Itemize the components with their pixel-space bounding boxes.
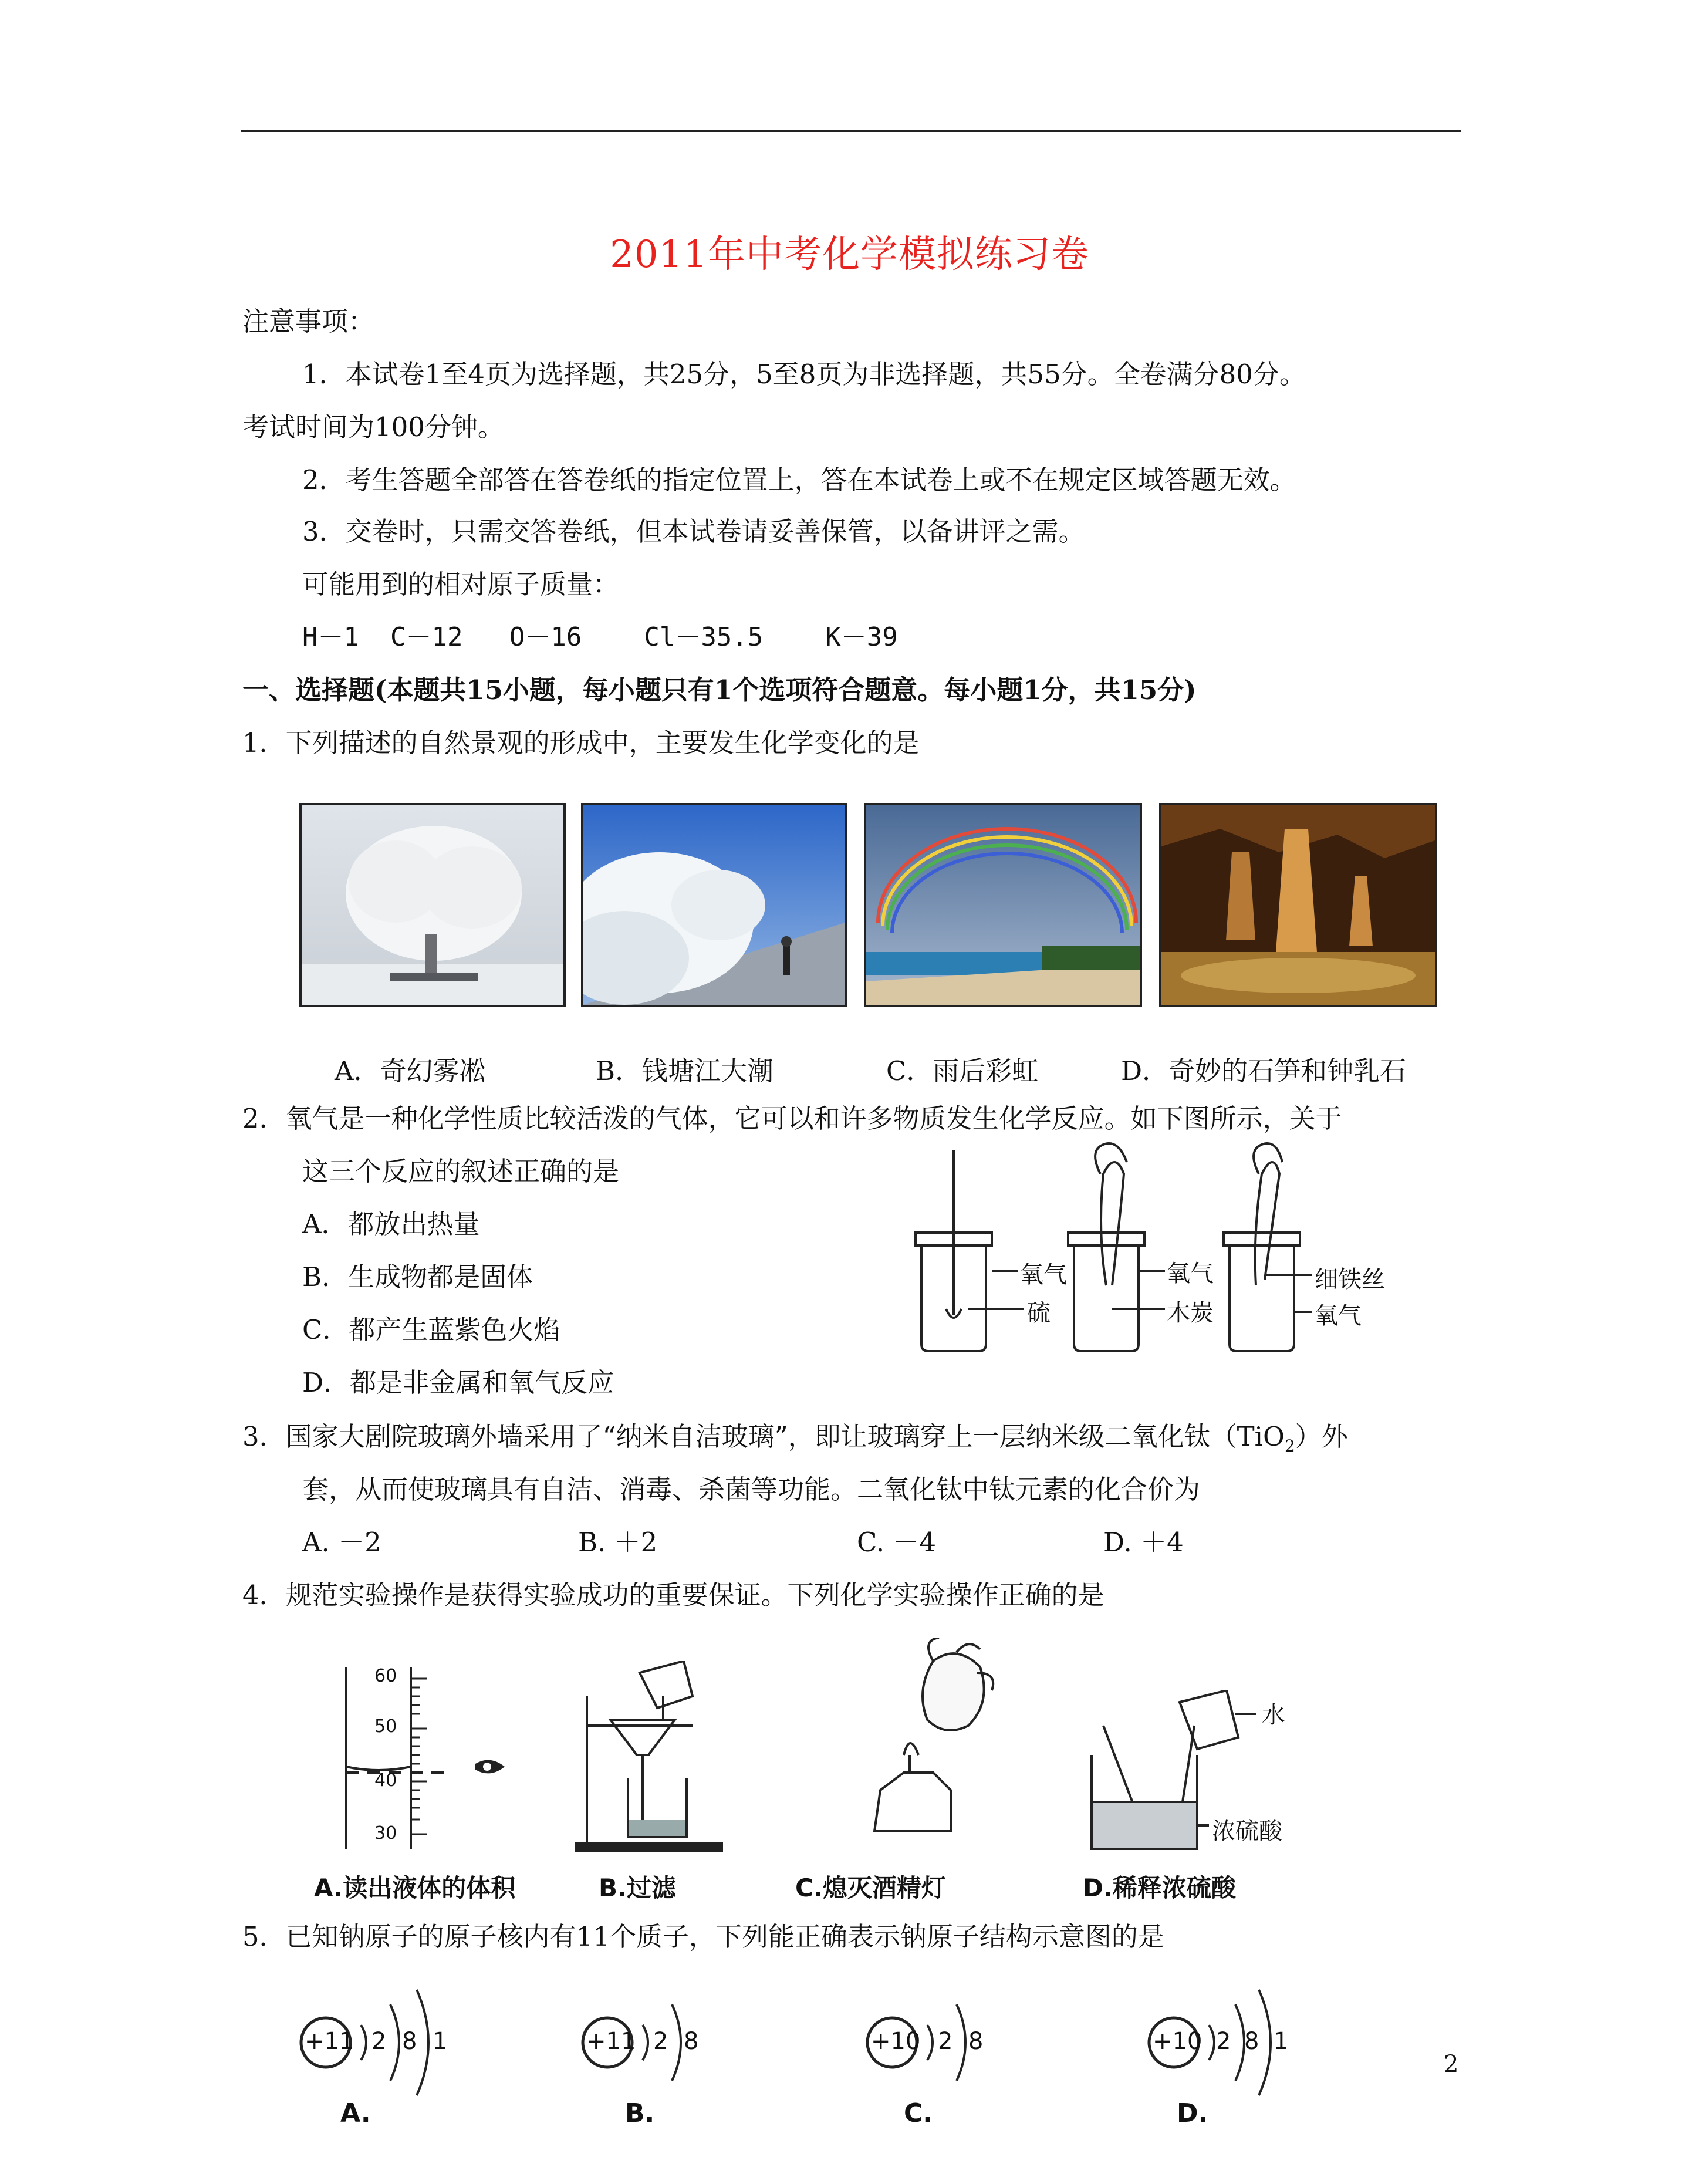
q5-diagram-c: +10 2 8 C.	[863, 1984, 1033, 2125]
q2-option-c: C．都产生蓝紫色火焰	[302, 1314, 560, 1345]
q1-stem: 1．下列描述的自然景观的形成中，主要发生化学变化的是	[242, 727, 920, 758]
q2-jar1-substance-label: 硫	[1027, 1299, 1051, 1326]
q1-photo-stalactites	[1159, 803, 1437, 1007]
note-1-line-1: 1．本试卷1至4页为选择题，共25分，5至8页为非选择题，共55分。全卷满分80分。	[302, 359, 1306, 390]
q3-stem-line-2: 套，从而使玻璃具有自洁、消毒、杀菌等功能。二氧化钛中钛元素的化合价为	[302, 1474, 1201, 1505]
q3-option-d: D. ＋4	[1103, 1527, 1184, 1558]
q1-option-a: A．奇幻雾凇	[335, 1055, 486, 1086]
q3-option-c: C. －4	[857, 1527, 937, 1558]
q1-photo-rime-tree	[299, 803, 566, 1007]
q5-diagram-a: +11 2 8 1 A.	[296, 1984, 467, 2125]
q1-option-b: B．钱塘江大潮	[596, 1055, 774, 1086]
q1-option-d: D．奇妙的石笋和钟乳石	[1121, 1055, 1407, 1086]
q4-tick-60: 60	[374, 1666, 397, 1686]
q1-photo-tidal-bore	[581, 803, 847, 1007]
note-2: 2．考生答题全部答在答卷纸的指定位置上，答在本试卷上或不在规定区域答题无效。	[302, 464, 1296, 495]
notes-heading: 注意事项：	[242, 306, 375, 337]
q2-stem-line-2: 这三个反应的叙述正确的是	[302, 1156, 620, 1187]
q2-oxygen-jars-figure	[904, 1139, 1350, 1362]
header-rule	[241, 130, 1461, 132]
note-1-line-2: 考试时间为100分钟。	[242, 411, 504, 443]
q4-caption-c: C.熄灭酒精灯	[795, 1874, 946, 1902]
q4-caption-d: D.稀释浓硫酸	[1083, 1874, 1236, 1902]
q2-option-d: D．都是非金属和氧气反应	[302, 1367, 614, 1398]
q4-filtration-figure	[575, 1661, 734, 1855]
q3-option-a: A. －2	[302, 1527, 381, 1558]
q4-acid-label: 浓硫酸	[1212, 1818, 1282, 1845]
q4-caption-b: B.过滤	[599, 1874, 676, 1902]
section-1-heading: 一、选择题(本题共15小题，每小题只有1个选项符合题意。每小题1分，共15分)	[242, 674, 1197, 706]
q5-diagram-d: +10 2 8 1 D.	[1144, 1984, 1315, 2125]
q2-jar2-gas-label: 氧气	[1167, 1260, 1214, 1287]
q4-graduated-cylinder-figure	[329, 1661, 528, 1855]
q3-option-b: B. ＋2	[578, 1527, 658, 1558]
q2-option-b: B．生成物都是固体	[302, 1261, 533, 1292]
q2-jar3-substance-label: 细铁丝	[1315, 1266, 1385, 1293]
q2-jar2-substance-label: 木炭	[1167, 1299, 1214, 1326]
q2-stem-line-1: 2．氧气是一种化学性质比较活泼的气体，它可以和许多物质发生化学反应。如下图所示，关于	[242, 1103, 1342, 1134]
note-3: 3．交卷时，只需交答卷纸，但本试卷请妥善保管，以备讲评之需。	[302, 516, 1085, 547]
q4-tick-30: 30	[374, 1823, 397, 1844]
q5-diagram-b: +11 2 8 B.	[578, 1984, 748, 2125]
q4-tick-40: 40	[374, 1770, 397, 1791]
q4-water-label: 水	[1262, 1702, 1285, 1729]
q4-extinguish-lamp-figure	[845, 1638, 1021, 1855]
q4-tick-50: 50	[374, 1716, 397, 1737]
atomic-masses: H－1 C－12 O－16 Cl－35.5 K－39	[302, 622, 898, 652]
q5-stem: 5．已知钠原子的原子核内有11个质子，下列能正确表示钠原子结构示意图的是	[242, 1921, 1164, 1952]
q2-jar3-gas-label: 氧气	[1315, 1302, 1362, 1329]
q3-stem-line-1: 3．国家大剧院玻璃外墙采用了“纳米自洁玻璃”，即让玻璃穿上一层纳米级二氧化钛（TiO$_2$）外	[242, 1421, 1348, 1456]
q4-stem: 4．规范实验操作是获得实验成功的重要保证。下列化学实验操作正确的是	[242, 1579, 1104, 1611]
q4-caption-a: A.读出液体的体积	[314, 1874, 516, 1902]
page-title: 2011年中考化学模拟练习卷	[610, 233, 1089, 276]
q1-option-c: C．雨后彩虹	[886, 1055, 1039, 1086]
q1-photo-rainbow	[864, 803, 1142, 1007]
page-number: 2	[1444, 2051, 1459, 2078]
q2-option-a: A．都放出热量	[302, 1209, 480, 1240]
q2-jar1-gas-label: 氧气	[1020, 1261, 1067, 1288]
atomic-masses-label: 可能用到的相对原子质量：	[302, 569, 620, 600]
